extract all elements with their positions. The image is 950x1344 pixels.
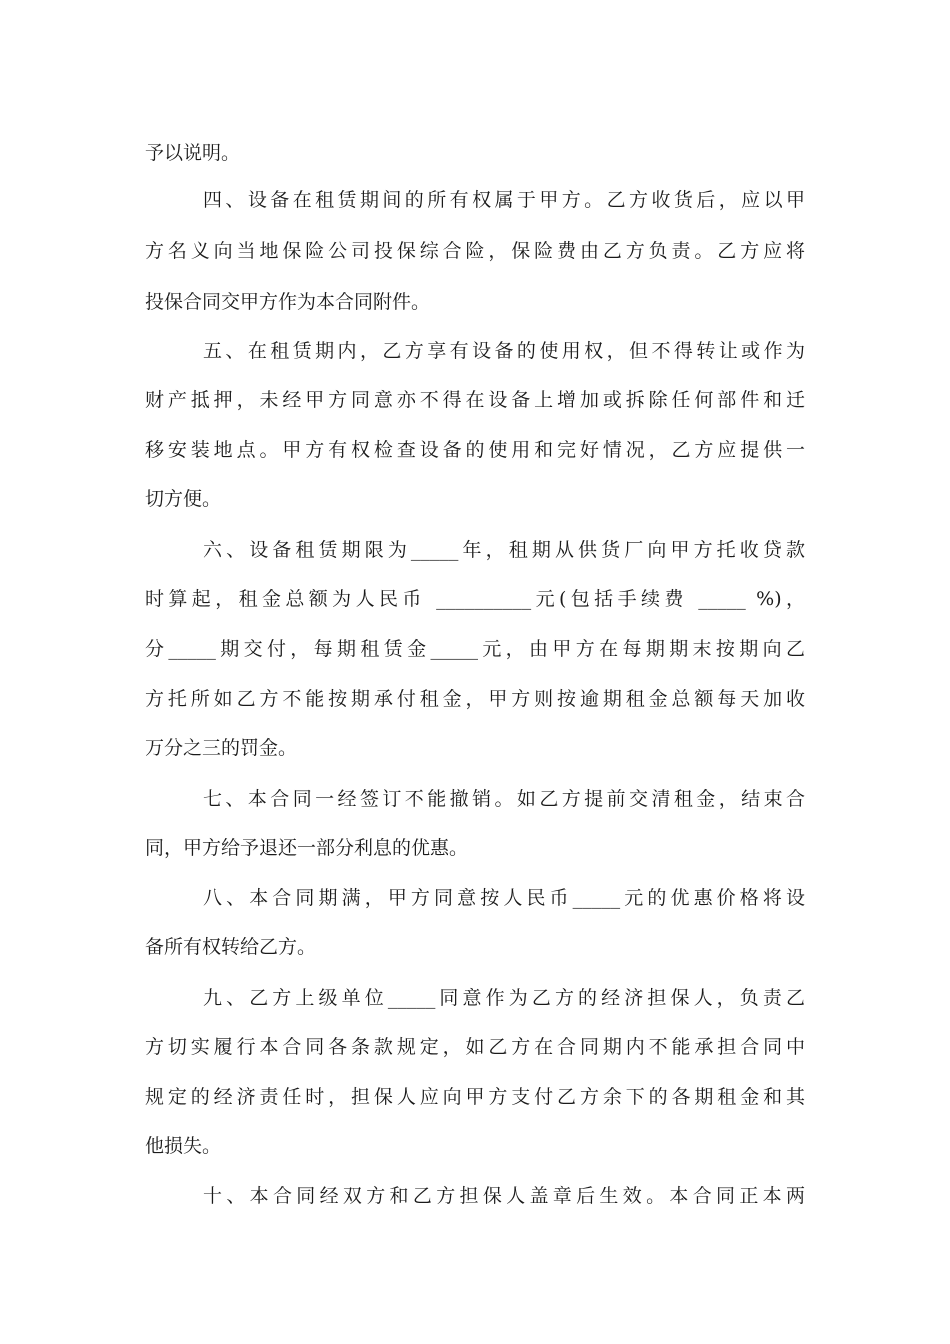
text-line: 方名义向当地保险公司投保综合险，保险费由乙方负责。乙方应将 (145, 240, 805, 262)
clause-4-heading-line: 四、设备在租赁期间的所有权属于甲方。乙方收货后，应以甲 (203, 189, 805, 211)
text-line: 时算起，租金总额为人民币 __________元(包括手续费 _____ %)， (145, 588, 805, 610)
clause-6-heading-line: 六、设备租赁期限为_____年，租期从供货厂向甲方托收贷款 (203, 539, 805, 561)
clause-9-heading-line: 九、乙方上级单位_____同意作为乙方的经济担保人，负责乙 (203, 987, 805, 1009)
text-line: 切方便。 (145, 488, 222, 510)
text-line: 投保合同交甲方作为本合同附件。 (145, 291, 431, 313)
text-line: 万分之三的罚金。 (145, 737, 298, 759)
text-line: 财产抵押，未经甲方同意亦不得在设备上增加或拆除任何部件和迁 (145, 389, 805, 411)
clause-7-heading-line: 七、本合同一经签订不能撤销。如乙方提前交清租金，结束合 (203, 788, 805, 810)
text-line: 移安装地点。甲方有权检查设备的使用和完好情况，乙方应提供一 (145, 439, 805, 461)
text-line: 规定的经济责任时，担保人应向甲方支付乙方余下的各期租金和其 (145, 1086, 805, 1108)
text-line: 备所有权转给乙方。 (145, 936, 317, 958)
text-line: 他损失。 (145, 1135, 222, 1157)
clause-10-heading-line: 十、本合同经双方和乙方担保人盖章后生效。本合同正本两 (203, 1185, 805, 1207)
text-line: 方切实履行本合同各条款规定，如乙方在合同期内不能承担合同中 (145, 1036, 805, 1058)
text-line: 予以说明。 (145, 142, 241, 164)
text-line: 分_____期交付，每期租赁金_____元，由甲方在每期期末按期向乙 (145, 638, 805, 660)
text-line: 同，甲方给予退还一部分利息的优惠。 (145, 837, 469, 859)
text-line: 方托所如乙方不能按期承付租金，甲方则按逾期租金总额每天加收 (145, 688, 805, 710)
clause-5-heading-line: 五、在租赁期内，乙方享有设备的使用权，但不得转让或作为 (203, 340, 805, 362)
clause-8-heading-line: 八、本合同期满，甲方同意按人民币_____元的优惠价格将设 (203, 887, 805, 909)
